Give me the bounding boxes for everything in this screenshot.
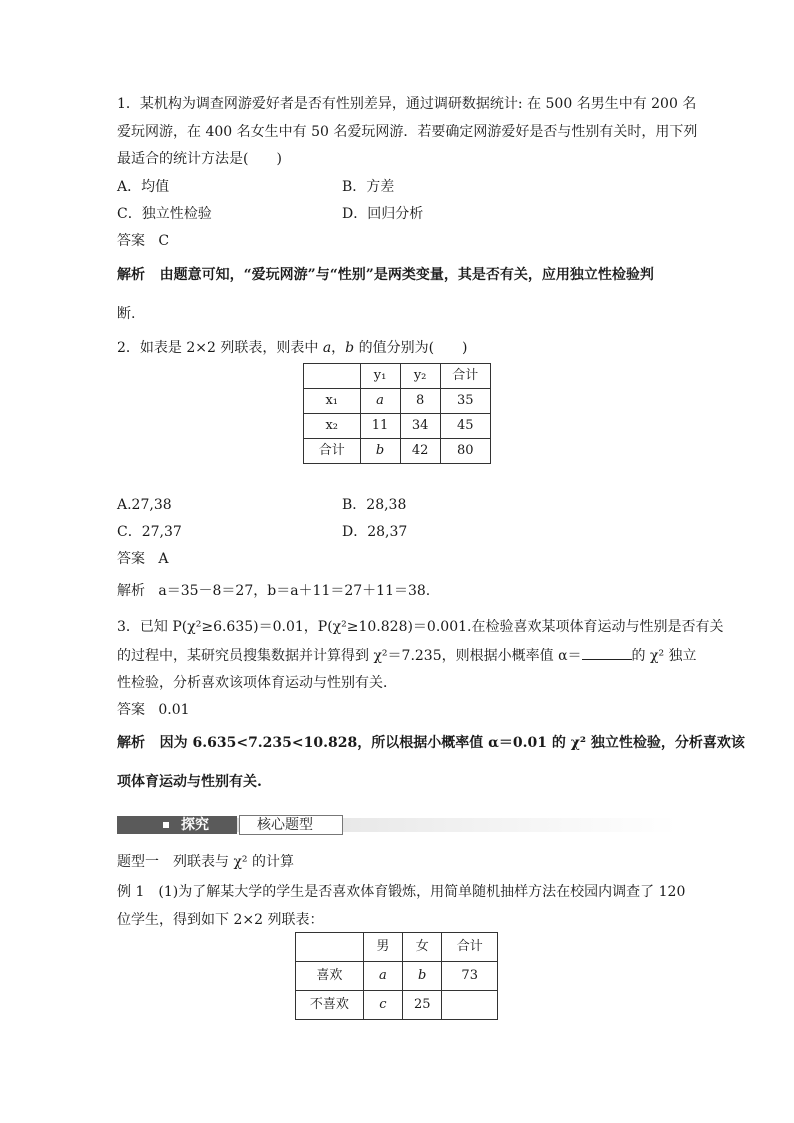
example-line-2: 位学生，得到如下 2×2 列联表： xyxy=(117,912,324,928)
analysis-label: 解析 xyxy=(117,583,145,599)
q3-stem-line-2-post: 的 χ² 独立 xyxy=(631,648,697,664)
q1-option-c: C．独立性检验 xyxy=(117,206,212,222)
q1-stem-line-3: 最适合的统计方法是( ) xyxy=(117,151,282,167)
table-cell: 80 xyxy=(440,439,490,464)
analysis-text: a＝35－8＝27，b＝a＋11＝27＋11＝38. xyxy=(158,583,431,599)
table-header-cell: 合计 xyxy=(442,933,498,962)
q3-analysis-line-2: 项体育运动与性别有关. xyxy=(117,774,262,790)
q1-option-b: B．方差 xyxy=(342,179,395,195)
q3-stem-line-1: 3．已知 P(χ²≥6.635)＝0.01，P(χ²≥10.828)＝0.001.在检验喜欢某项体育运动与性别是否有关 xyxy=(117,619,724,635)
analysis-text: 因为 6.635<7.235<10.828，所以根据小概率值 α＝0.01 的 χ² 独立性检验，分析喜欢该 xyxy=(159,735,745,751)
analysis-label: 解析 xyxy=(117,267,145,283)
example-contingency-table xyxy=(295,932,498,1020)
table-header-cell: y₂ xyxy=(400,364,440,389)
table-row xyxy=(304,389,491,414)
table-row xyxy=(296,991,498,1020)
table-cell: x₁ xyxy=(304,389,361,414)
q2-stem-post: 的值分别为( ) xyxy=(354,340,468,356)
table-cell: a xyxy=(360,389,400,414)
answer-value: A xyxy=(158,551,169,567)
table-row xyxy=(304,414,491,439)
table-cell: 11 xyxy=(360,414,400,439)
q2-var-b: b xyxy=(345,340,355,356)
answer-value: 0.01 xyxy=(158,702,190,718)
table-header-cell: y₁ xyxy=(360,364,400,389)
table-cell: 8 xyxy=(400,389,440,414)
banner-title-left: 探究 xyxy=(181,817,209,833)
banner-title-right: 核心题型 xyxy=(257,817,313,833)
table-cell: 35 xyxy=(440,389,490,414)
analysis-label: 解析 xyxy=(117,735,145,751)
table-cell: 喜欢 xyxy=(296,962,364,991)
square-bullet-icon xyxy=(163,822,169,828)
table-cell: c xyxy=(363,991,402,1020)
q1-analysis-line-1 xyxy=(117,265,654,285)
table-header-cell: 女 xyxy=(403,933,442,962)
q3-stem-line-2-pre: 的过程中，某研究员搜集数据并计算得到 χ²＝7.235，则根据小概率值 α＝ xyxy=(117,648,582,664)
table-cell: 不喜欢 xyxy=(296,991,364,1020)
q2-option-c: C．27,37 xyxy=(117,524,182,540)
q3-answer xyxy=(117,700,190,720)
table-cell: a xyxy=(363,962,402,991)
table-header-row xyxy=(296,933,498,962)
q2-contingency-table xyxy=(303,363,491,464)
q2-stem-mid: ， xyxy=(331,340,346,356)
banner-dark-block xyxy=(117,816,237,834)
answer-value: C xyxy=(158,233,170,249)
q1-option-d: D．回归分析 xyxy=(342,206,424,222)
answer-label: 答案 xyxy=(117,233,145,249)
answer-label: 答案 xyxy=(117,551,145,567)
q2-option-a: A.27,38 xyxy=(117,497,172,513)
answer-label: 答案 xyxy=(117,702,145,718)
fill-in-blank xyxy=(582,645,632,660)
q3-stem-line-2 xyxy=(117,645,697,666)
section-title: 题型一 列联表与 χ² 的计算 xyxy=(117,854,294,870)
table-header-row xyxy=(304,364,491,389)
table-cell xyxy=(442,991,498,1020)
table-row xyxy=(304,439,491,464)
q1-option-a: A．均值 xyxy=(117,179,170,195)
q2-stem-pre: 2．如表是 2×2 列联表，则表中 xyxy=(117,340,323,356)
analysis-text: 由题意可知，“爱玩网游”与“性别”是两类变量，其是否有关，应用独立性检验判 xyxy=(159,267,654,283)
table-cell: 25 xyxy=(403,991,442,1020)
q1-stem-line-2: 爱玩网游，在 400 名女生中有 50 名爱玩网游．若要确定网游爱好是否与性别有关时，用下列 xyxy=(117,124,698,140)
table-header-cell: 合计 xyxy=(440,364,490,389)
q2-analysis xyxy=(117,581,430,601)
table-cell: 34 xyxy=(400,414,440,439)
q1-answer xyxy=(117,231,169,251)
q2-stem xyxy=(117,338,468,358)
table-cell: x₂ xyxy=(304,414,361,439)
table-cell: 73 xyxy=(442,962,498,991)
table-cell: 45 xyxy=(440,414,490,439)
q2-answer xyxy=(117,549,168,569)
table-row xyxy=(296,962,498,991)
q1-stem-line-1: 1．某机构为调查网游爱好者是否有性别差异，通过调研数据统计: 在 500 名男生中有 200 名 xyxy=(117,96,697,112)
example-line-1: 例 1 (1)为了解某大学的学生是否喜欢体育锻炼，用简单随机抽样方法在校园内调查了 120 xyxy=(117,884,686,900)
q1-analysis-line-2: 断. xyxy=(117,306,136,322)
table-cell: 合计 xyxy=(304,439,361,464)
q2-option-d: D．28,37 xyxy=(342,524,408,540)
table-cell: 42 xyxy=(400,439,440,464)
q3-analysis-line-1 xyxy=(117,733,745,753)
q2-var-a: a xyxy=(322,340,332,356)
table-header-cell xyxy=(304,364,361,389)
table-cell: b xyxy=(360,439,400,464)
table-header-cell xyxy=(296,933,364,962)
table-cell: b xyxy=(403,962,442,991)
table-header-cell: 男 xyxy=(363,933,402,962)
q3-stem-line-3: 性检验，分析喜欢该项体育运动与性别有关． xyxy=(117,675,397,691)
section-banner xyxy=(117,814,677,834)
q2-option-b: B．28,38 xyxy=(342,497,407,513)
